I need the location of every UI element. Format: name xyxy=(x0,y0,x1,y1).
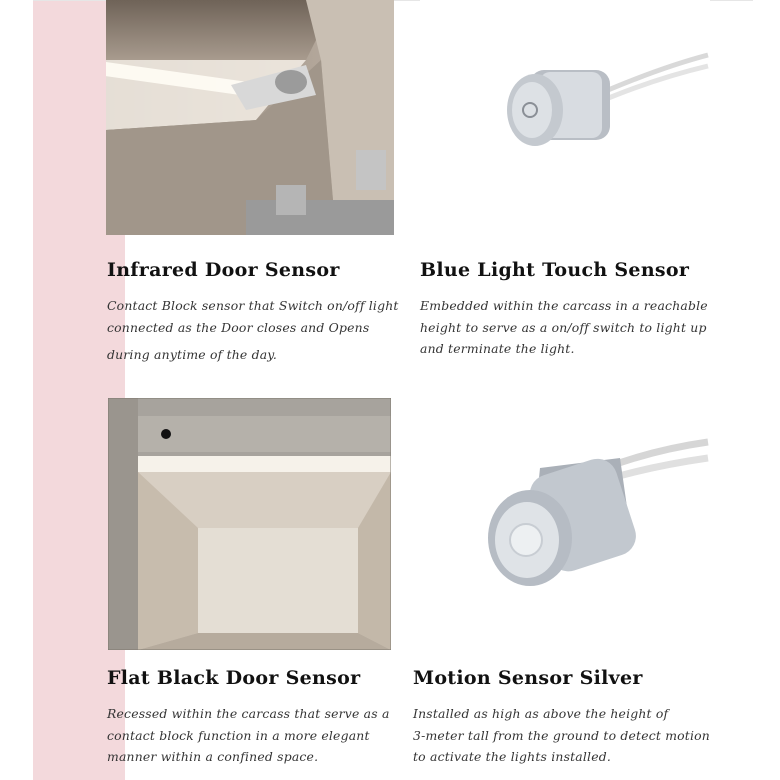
product-description-infrared-door-sensor xyxy=(107,295,399,366)
description-line: height to serve as a on/off switch to light up xyxy=(420,319,707,335)
description-line: 3-meter tall from the ground to detect motion xyxy=(413,727,710,743)
motion-sensor-silver-photo xyxy=(420,398,710,650)
product-title-flat-black-door-sensor: Flat Black Door Sensor xyxy=(107,667,361,689)
product-description-blue-light-touch-sensor xyxy=(420,295,708,360)
description-line: Recessed within the carcass that serve as a xyxy=(107,706,390,721)
description-line: connected as the Door closes and Opens xyxy=(107,319,370,335)
product-title-motion-sensor-silver: Motion Sensor Silver xyxy=(413,667,643,689)
product-title-infrared-door-sensor: Infrared Door Sensor xyxy=(107,259,340,281)
description-line: to activate the lights installed. xyxy=(413,749,612,764)
description-line: Contact Block sensor that Switch on/off light xyxy=(107,298,399,313)
description-line: during anytime of the day. xyxy=(107,347,278,362)
blue-light-touch-sensor-photo xyxy=(420,0,710,235)
description-line: Installed as high as above the height of xyxy=(413,706,669,721)
flat-black-door-sensor-photo xyxy=(108,398,391,650)
product-title-blue-light-touch-sensor: Blue Light Touch Sensor xyxy=(420,259,690,281)
infrared-door-sensor-photo xyxy=(106,0,394,235)
description-line: and terminate the light. xyxy=(420,341,575,356)
product-description-flat-black-door-sensor xyxy=(107,703,390,768)
product-description-motion-sensor-silver xyxy=(413,703,710,768)
description-line: contact block function in a more elegant xyxy=(107,727,370,743)
description-line: manner within a confined space. xyxy=(107,749,319,764)
description-line: Embedded within the carcass in a reachable xyxy=(420,298,708,313)
